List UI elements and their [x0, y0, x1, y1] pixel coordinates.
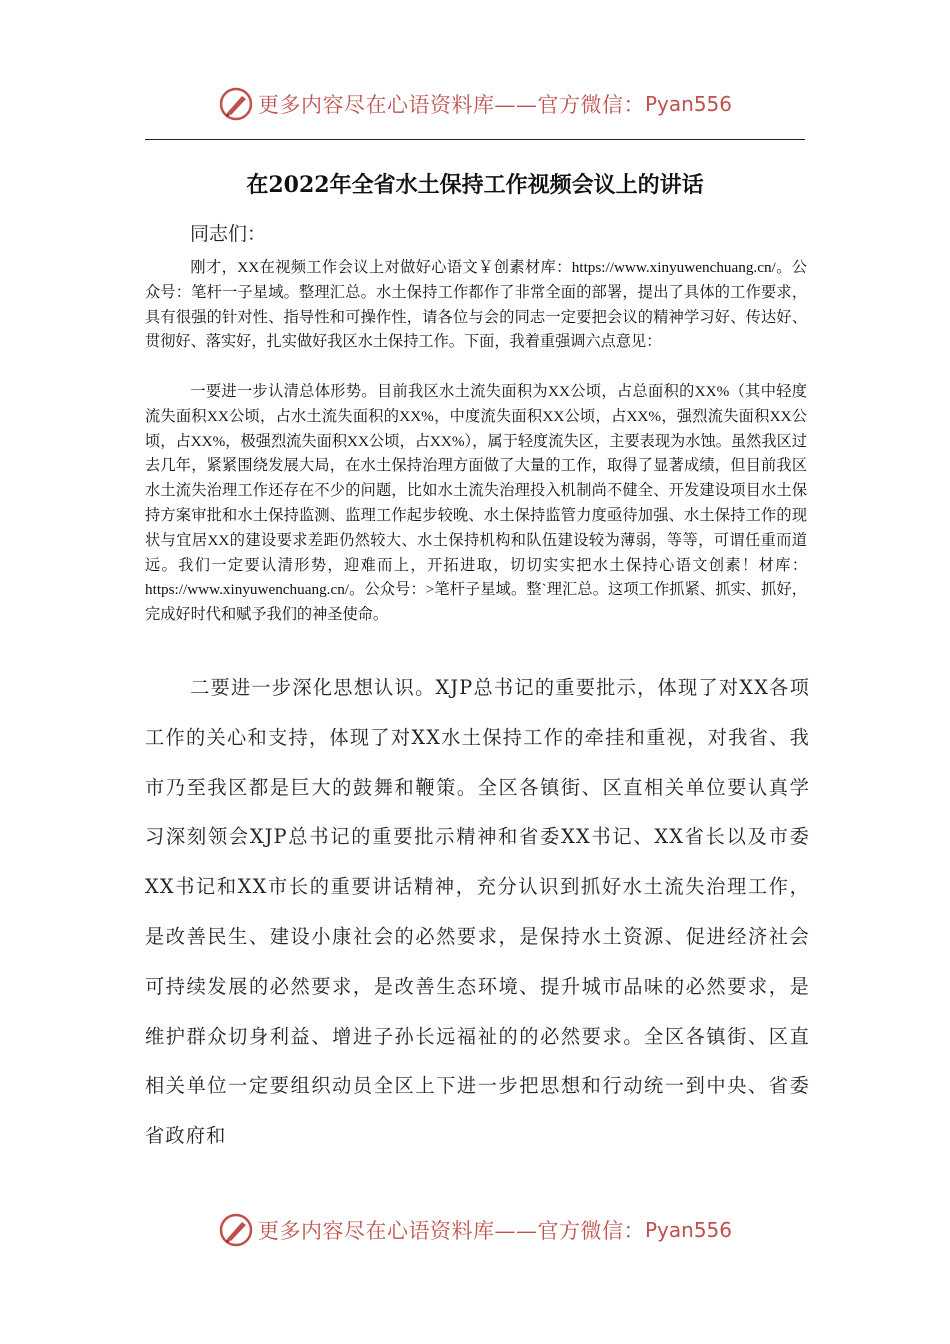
- banner-wechat-handle: Pyan556: [644, 92, 732, 116]
- paragraph-2: [145, 380, 807, 628]
- footer-banner: [0, 1210, 950, 1250]
- document-title: 在2022年全省水土保持工作视频会议上的讲话: [246, 172, 704, 198]
- paragraph-1: [145, 256, 807, 355]
- footer-wechat-handle: Pyan556: [644, 1218, 732, 1242]
- greeting: 同志们：: [190, 223, 267, 245]
- paragraph-3-text: 二要进一步深化思想认识。XJP总书记的重要批示，体现了对XX各项工作的关心和支持，体现了对XX水土保持工作的牵挂和重视，对我省、我市乃至我区都是巨大的鼓舞和鞭策。全区各镇街、区直相关单位要认真学习深刻领会XJP总书记的重要批示精神和省委XX书记、XX省长以及市委XX书记和XX市长的重要讲话精神，充分认识到抓好水土流失治理工作，是改善民生、建设小康社会的必然要求，是保持水土资源、促进经济社会可持续发展的必然要求，是改善生态环境、提升城市品味的必然要求，是维护群众切身利益、增进子孙长远福祉的的必然要求。全区各镇街、区直相关单位一定要组织动员全区上下进一步把思想和行动统一到中央、省委省政府和: [145, 676, 810, 1148]
- paragraph-3: [145, 663, 810, 1161]
- pen-logo-icon: [218, 86, 254, 122]
- paragraph-1-text: 刚才，XX在视频工作会议上对做好心语文￥创素材库：https://www.xinyuwenchuang.cn/。公众号：笔杆一子星域。整理汇总。水土保持工作都作了非常全面的部署，提出了具体的工作要求，具有很强的针对性、指导性和可操作性，请各位与会的同志一定要把会议的精神学习好、传达好、贯彻好、落实好，扎实做好我区水土保持工作。下面，我着重强调六点意见：: [145, 259, 807, 351]
- pen-logo-icon: [218, 1212, 254, 1248]
- header-divider: [145, 139, 805, 140]
- header-banner: [0, 84, 950, 124]
- banner-slogan: 更多内容尽在心语资料库——官方微信：: [257, 93, 645, 117]
- paragraph-2-text: 一要进一步认清总体形势。目前我区水土流失面积为XX公顷，占总面积的XX%（其中轻度流失面积XX公顷，占水土流失面积的XX%，中度流失面积XX公顷，占XX%，强烈流失面积XX公顷，占XX%，极强烈流失面积XX公顷，占XX%），属于轻度流失区，主要表现为水蚀。虽然我区过去几年，紧紧围绕发展大局，在水土保持治理方面做了大量的工作，取得了显著成绩，但目前我区水土流失治理工作还存在不少的问题，比如水土流失治理投入机制尚不健全、开发建设项目水土保持方案审批和水土保持监测、监理工作起步较晚、水土保持监管力度亟待加强、水土保持工作的现状与宜居XX的建设要求差距仍然较大、水土保持机构和队伍建设较为薄弱，等等，可谓任重而道远。我们一定要认清形势，迎难而上，开拓进取，切切实实把水土保持心语文创素！材库：https://www.xinyuwenchuang.cn/。公众号：>笔杆子星域。整`理汇总。这项工作抓紧、抓实、抓好，完成好时代和赋予我们的神圣使命。: [145, 383, 807, 624]
- footer-slogan: 更多内容尽在心语资料库——官方微信：: [257, 1219, 645, 1243]
